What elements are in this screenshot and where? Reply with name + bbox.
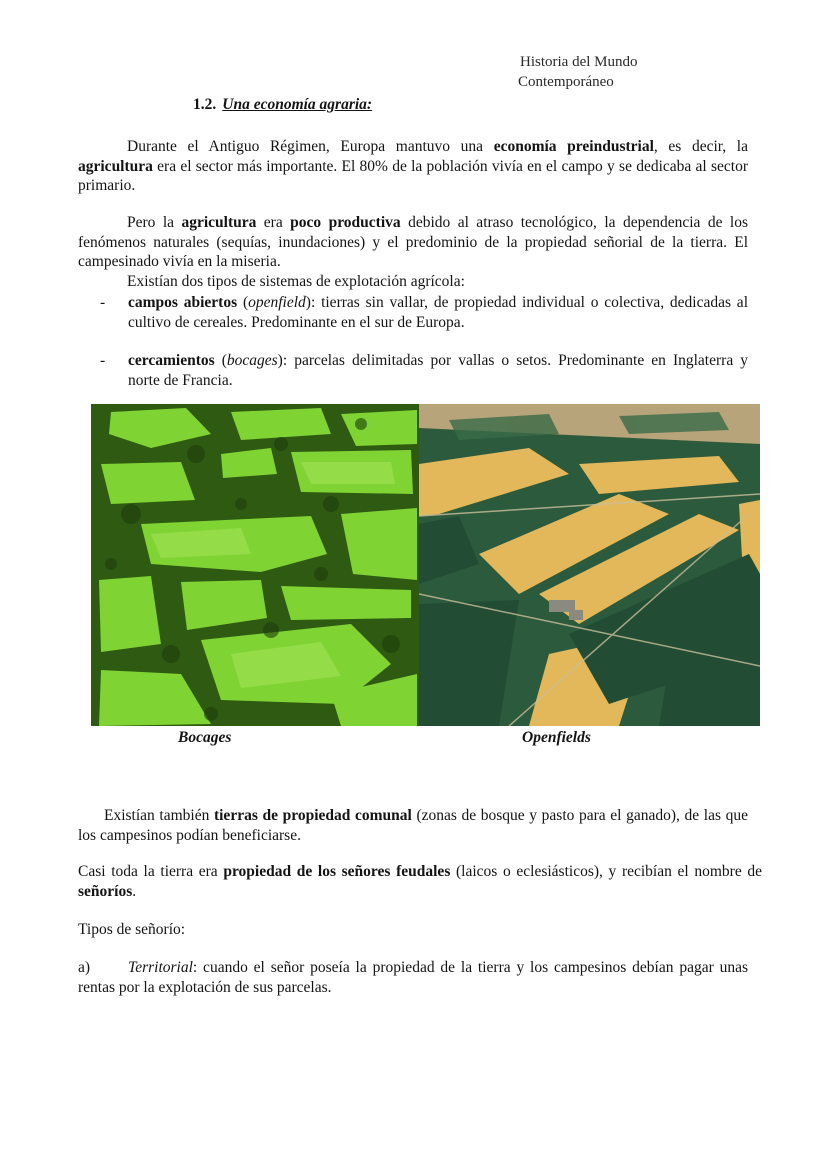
p6-text: : cuando el señor poseía la propiedad de la tierra y los campesinos debían pagar unas rentas por la explotación de sus parcelas. bbox=[78, 959, 748, 996]
p4-text-a: Casi toda la tierra era bbox=[78, 863, 224, 880]
p3-text-a: Existían también bbox=[104, 807, 214, 824]
paragraph-territorial bbox=[78, 958, 748, 997]
openfield-photo bbox=[419, 404, 760, 726]
p4-bold-2: señoríos bbox=[78, 882, 133, 900]
paragraph-communal bbox=[78, 806, 748, 845]
p1-text-d: era el sector más importante. El 80% de la población vivía en el campo y se dedicaba al sector primario. bbox=[78, 157, 748, 194]
list-alt-term: bocages bbox=[226, 352, 278, 369]
p4-text-d: . bbox=[132, 882, 137, 900]
caption-openfields: Openfields bbox=[522, 729, 591, 746]
p2-text-d: debido al atraso tecnológico, la dependencia de los fenómenos naturales (sequías, inundaciones) y el predominio de la propiedad señorial de la tierra. El campesinado vivía en la miseria. bbox=[78, 214, 749, 270]
header-line-2: Contemporáneo bbox=[518, 74, 614, 90]
p3-text-c: (zonas de bosque y pasto para el ganado), de las que los campesinos podían beneficiarse. bbox=[78, 807, 748, 844]
p6-term: Territorial bbox=[128, 959, 193, 976]
p4-text-c: (laicos o eclesiásticos), y recibían el nombre de bbox=[450, 863, 763, 880]
list-dash: - bbox=[100, 352, 106, 369]
list-text: ): parcelas delimitadas por vallas o setos. Predominante en Inglaterra y norte de Francia. bbox=[128, 352, 748, 389]
list-term: campos abiertos bbox=[128, 294, 238, 311]
p1-text-a: Durante el Antiguo Régimen, Europa mantuvo una bbox=[127, 138, 494, 155]
p2-bold-1: agricultura bbox=[181, 214, 257, 231]
list-paren: ( bbox=[214, 352, 227, 369]
p1-bold-2: agricultura bbox=[78, 157, 153, 175]
section-title bbox=[193, 96, 372, 114]
list-item-bocage bbox=[100, 351, 748, 390]
header-line-1: Historia del Mundo bbox=[520, 54, 638, 70]
p1-text-c: , es decir, la bbox=[653, 138, 748, 155]
list-term: cercamientos bbox=[128, 352, 215, 369]
page-header bbox=[518, 52, 638, 92]
p2-text-a: Pero la bbox=[127, 214, 182, 231]
p2-bold-2: poco productiva bbox=[290, 214, 401, 231]
section-title-text: Una economía agraria: bbox=[222, 96, 373, 113]
bocage-photo bbox=[91, 404, 419, 726]
p4-bold-1: propiedad de los señores feudales bbox=[223, 863, 451, 880]
paragraph-economy bbox=[78, 137, 748, 196]
p2-text-c: era bbox=[256, 214, 291, 231]
paragraph-types-heading: Tipos de señorío: bbox=[78, 921, 186, 938]
paragraph-feudal bbox=[78, 862, 762, 901]
p6-label: a) bbox=[78, 959, 91, 976]
paragraph-systems-intro: Existían dos tipos de sistemas de explotación agrícola: bbox=[127, 273, 465, 290]
p1-bold-1: economía preindustrial bbox=[493, 138, 654, 155]
paragraph-agriculture bbox=[78, 213, 748, 272]
section-number: 1.2. bbox=[193, 96, 217, 113]
list-text: ): tierras sin vallar, de propiedad individual o colectiva, dedicadas al cultivo de cereales. Predominante en el sur de Europa. bbox=[128, 294, 748, 331]
list-item-openfield bbox=[100, 293, 748, 332]
caption-bocages: Bocages bbox=[178, 729, 232, 746]
p3-bold: tierras de propiedad comunal bbox=[213, 807, 412, 824]
list-paren: ( bbox=[237, 294, 249, 311]
list-alt-term: openfield bbox=[248, 294, 306, 311]
list-dash: - bbox=[100, 294, 106, 311]
